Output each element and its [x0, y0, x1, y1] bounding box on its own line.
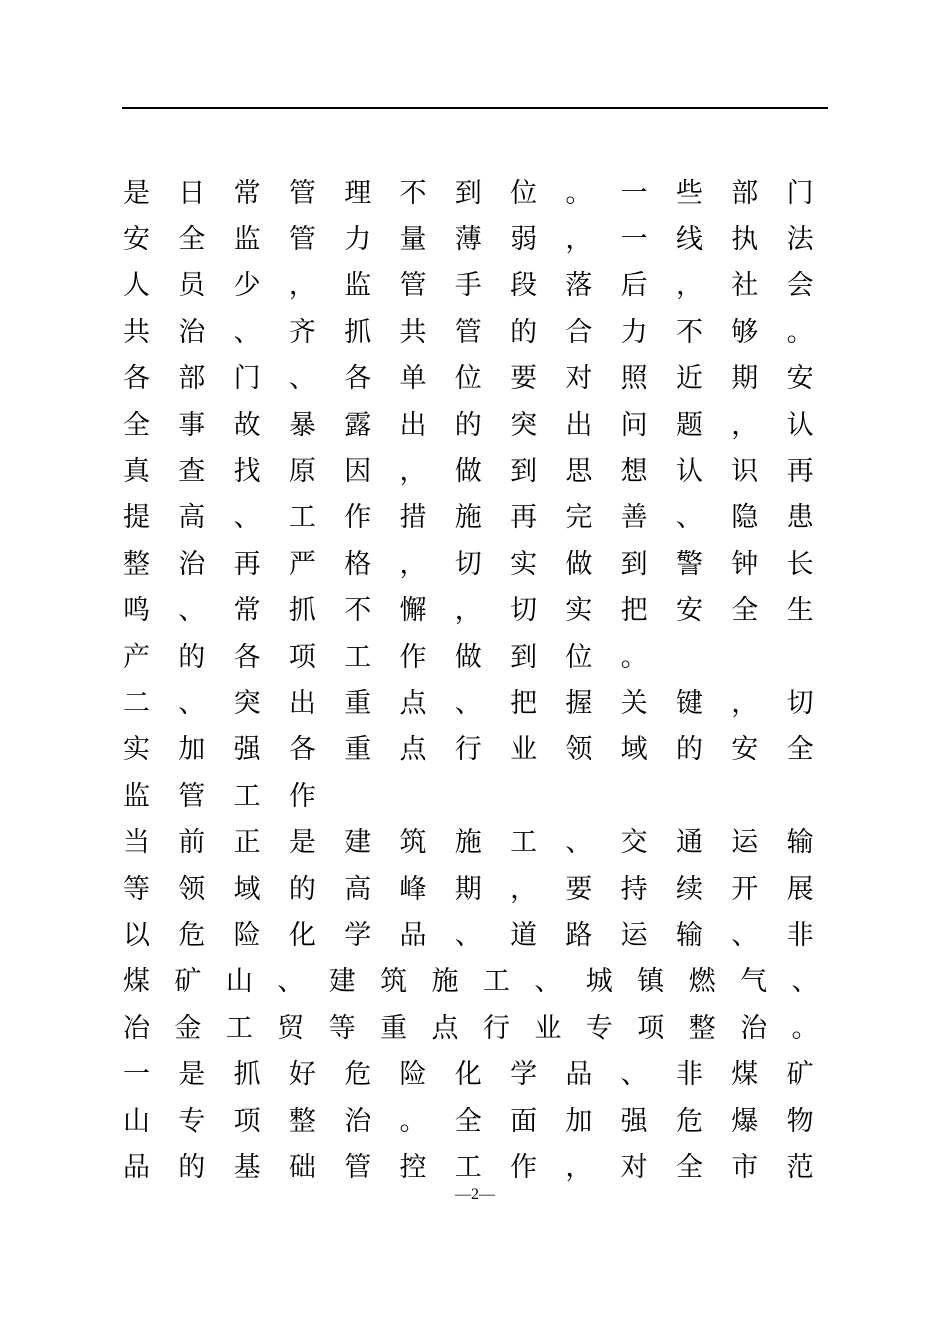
section-heading-line: 监 管 工 作: [123, 780, 316, 812]
text-line: 以 危 险 化 学 品 、 道 路 运 输 、 非: [123, 919, 814, 951]
text-line: 煤 矿 山 、 建 筑 施 工 、 城 镇 燃 气 、: [123, 966, 819, 998]
text-line: 山 专 项 整 治 。 全 面 加 强 危 爆 物: [123, 1105, 814, 1137]
text-line: 当 前 正 是 建 筑 施 工 、 交 通 运 输: [123, 827, 814, 859]
text-line: 鸣 、 常 抓 不 懈 ， 切 实 把 安 全 生: [123, 595, 814, 627]
section-heading-line: 实 加 强 各 重 点 行 业 领 域 的 安 全: [123, 734, 814, 766]
page-number: —2—: [455, 1186, 495, 1203]
text-line: 品 的 基 础 管 控 工 作 ， 对 全 市 范: [123, 1151, 814, 1183]
section-heading-line: 二 、 突 出 重 点 、 把 握 关 键 ， 切: [123, 687, 814, 719]
document-body: [122, 167, 842, 1188]
text-line: 全 事 故 暴 露 出 的 突 出 问 题 ， 认: [123, 409, 814, 441]
text-line: 提 高 、 工 作 措 施 再 完 善 、 隐 患: [123, 502, 814, 534]
text-line: 真 查 找 原 因 ， 做 到 思 想 认 识 再: [123, 456, 814, 488]
text-line: 一 是 抓 好 危 险 化 学 品 、 非 煤 矿: [123, 1059, 814, 1091]
text-line: 人 员 少 ， 监 管 手 段 落 后 ， 社 会: [123, 270, 814, 302]
text-line: 冶 金 工 贸 等 重 点 行 业 专 项 整 治 。: [123, 1012, 819, 1044]
text-line: 安 全 监 管 力 量 薄 弱 ， 一 线 执 法: [123, 224, 814, 256]
text-line: 等 领 域 的 高 峰 期 ， 要 持 续 开 展: [123, 873, 814, 905]
text-line: 是 日 常 管 理 不 到 位 。 一 些 部 门: [123, 177, 814, 209]
text-line: 各 部 门 、 各 单 位 要 对 照 近 期 安: [123, 363, 814, 395]
text-line: 产 的 各 项 工 作 做 到 位 。: [123, 641, 648, 673]
header-rule: [122, 107, 828, 109]
text-line: 共 治 、 齐 抓 共 管 的 合 力 不 够 。: [123, 316, 814, 348]
text-line: 整 治 再 严 格 ， 切 实 做 到 警 钟 长: [123, 548, 814, 580]
